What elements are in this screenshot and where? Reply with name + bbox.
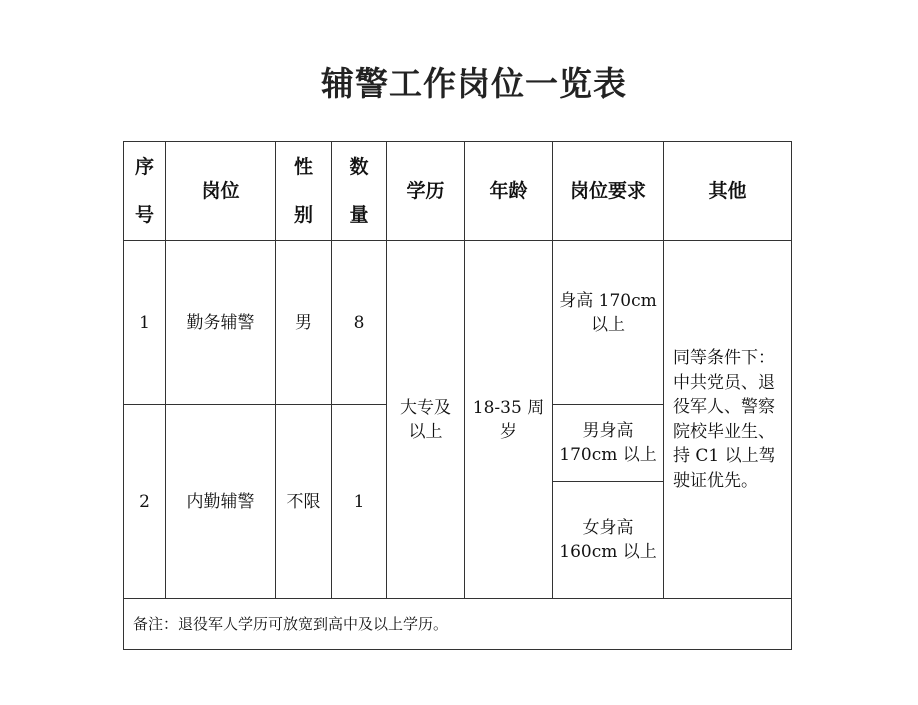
other-line-4: 院校毕业生、: [673, 421, 775, 442]
education-line1: 大专及: [400, 397, 451, 418]
age-line1: 18-35 周: [472, 397, 545, 418]
other-cell: [664, 241, 792, 599]
header-education: 学历: [387, 142, 465, 241]
row2-requirement-female: [553, 482, 664, 599]
header-requirement: 岗位要求: [553, 142, 664, 241]
header-count: [332, 142, 387, 241]
row1-position: 勤务辅警: [166, 241, 276, 405]
row1-gender: 男: [276, 241, 332, 405]
header-index-bottom: 号: [134, 204, 154, 226]
note-row: [124, 599, 792, 650]
row2-count: 1: [332, 405, 387, 599]
header-age: 年龄: [465, 142, 553, 241]
education-line2: 以上: [408, 421, 443, 442]
row2-requirement-male-line1: 男身高: [582, 421, 634, 441]
row1-requirement-line2: 以上: [591, 315, 625, 335]
row2-requirement-male-line2: 170cm 以上: [559, 445, 657, 465]
education-cell: [387, 241, 465, 599]
age-cell: [465, 241, 553, 599]
row1-requirement: [553, 241, 664, 405]
header-gender-top: 性: [293, 156, 313, 178]
header-count-top: 数: [349, 156, 369, 178]
header-gender-bottom: 别: [293, 204, 313, 226]
header-position: 岗位: [166, 142, 276, 241]
other-line-3: 役军人、警察: [673, 397, 775, 417]
header-index-top: 序: [134, 156, 154, 178]
page-title: 辅警工作岗位一览表: [321, 64, 627, 103]
age-line2: 岁: [500, 421, 517, 442]
row2-requirement-female-line2: 160cm 以上: [559, 542, 657, 562]
row1-requirement-line1: 身高 170cm: [559, 291, 657, 311]
row2-index: 2: [124, 405, 166, 599]
job-positions-table: [123, 141, 792, 650]
row2-requirement-female-line1: 女身高: [582, 518, 634, 538]
other-line-6: 驶证优先。: [673, 470, 758, 491]
row1-count: 8: [332, 241, 387, 405]
note-text: 备注：退役军人学历可放宽到高中及以上学历。: [124, 599, 792, 650]
header-row: [124, 142, 792, 241]
row2-requirement-male: [553, 405, 664, 482]
other-line-5: 持 C1 以上驾: [673, 446, 776, 466]
row2-gender: 不限: [276, 405, 332, 599]
other-line-2: 中共党员、退: [673, 372, 775, 393]
header-index: [124, 142, 166, 241]
table-row-1: [124, 241, 792, 405]
header-gender: [276, 142, 332, 241]
header-other: 其他: [664, 142, 792, 241]
row2-position: 内勤辅警: [166, 405, 276, 599]
header-count-bottom: 量: [349, 204, 369, 226]
other-line-1: 同等条件下：: [673, 348, 775, 368]
row1-index: 1: [124, 241, 166, 405]
